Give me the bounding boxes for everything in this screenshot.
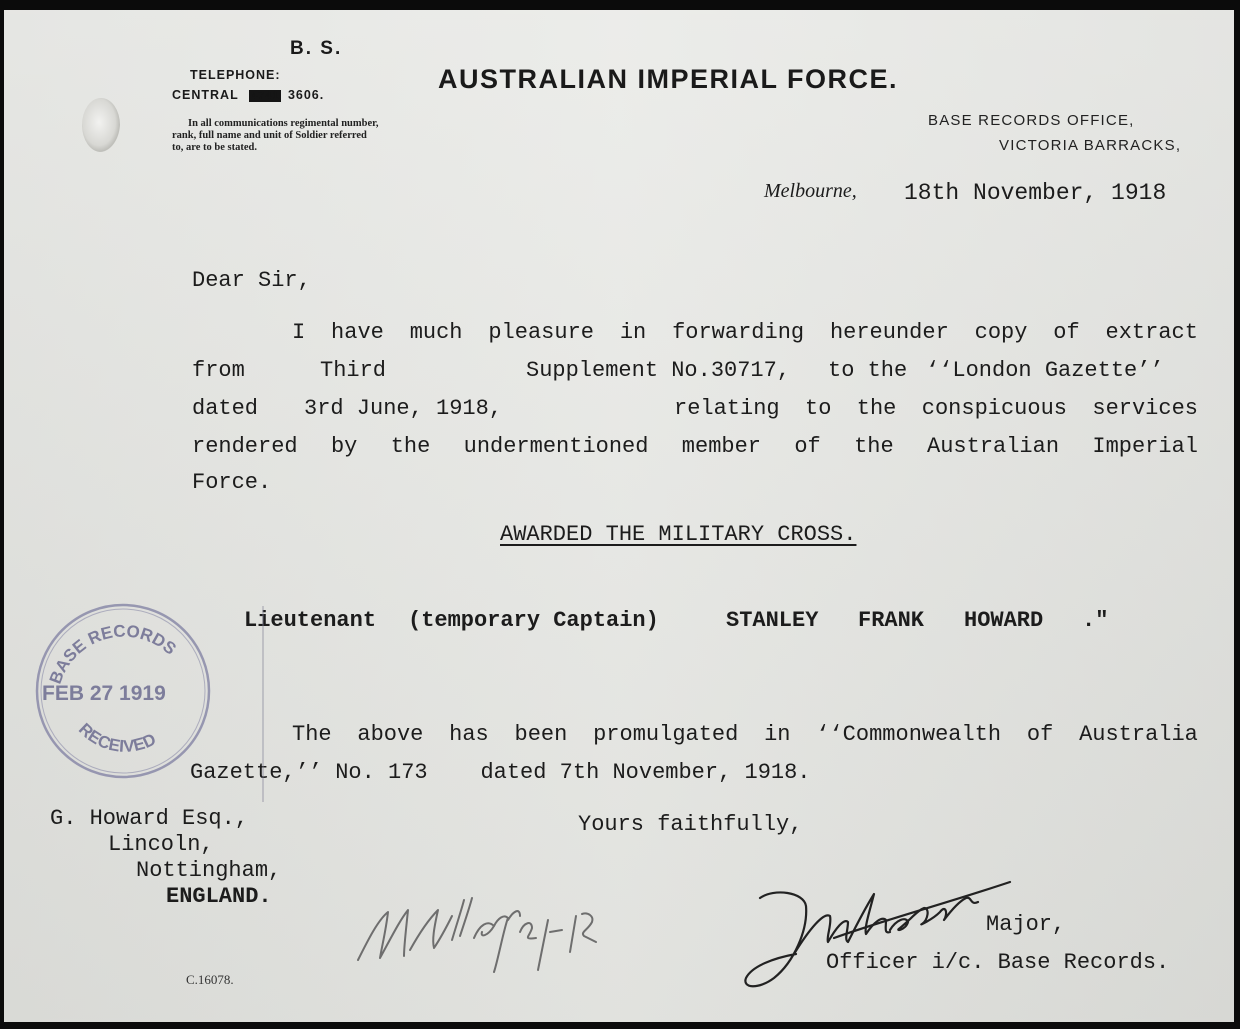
promulgated-line-1: The above has been promulgated in ‘‘Commonwealth of Australia [292,722,1198,747]
signature [734,858,1024,998]
bs-mark: B. S. [290,38,343,59]
stamp-top-text: BASE RECORDS [45,621,180,687]
form-number: C.16078. [186,972,234,987]
letterhead-title: AUSTRALIAN IMPERIAL FORCE. [438,64,899,94]
salutation: Dear Sir, [192,268,311,293]
address-line-2: Lincoln, [108,832,214,857]
redacted-number: 4741 [250,90,280,102]
central-phone [172,88,324,102]
recipient-line: Lieutenant (temporary Captain) STANLEY FRANK HOWARD ." [244,608,1109,633]
stamp-rule [262,606,264,802]
address-line-1: G. Howard Esq., [50,806,249,831]
promulgated-line-2: Gazette,’’ No. 173 dated 7th November, 1918. [190,760,811,785]
telephone-label: TELEPHONE: [190,68,281,82]
body-line-4: rendered by the undermentioned member of the Australian Imperial [192,434,1198,459]
address-line-3: Nottingham, [136,858,282,883]
body-line-2: from Third Supplement No.30717, to the ‘‘London Gazette’’ [192,358,1164,383]
signatory-rank: Major, [986,912,1066,937]
office-line-1: BASE RECORDS OFFICE, [928,112,1135,129]
phone-number: 3606. [287,88,325,102]
central-label: CENTRAL [172,88,239,102]
punch-hole [82,98,120,152]
svg-text:BASE RECORDS [46,621,180,686]
body-line-5: Force. [192,470,272,495]
letter-date: 18th November, 1918 [904,180,1167,206]
office-line-2: VICTORIA BARRACKS, [999,137,1182,154]
body-line-1: I have much pleasure in forwarding hereunder copy of extract [292,320,1198,345]
stamp-date: FEB 27 1919 [42,682,166,705]
body-line-3: dated 3rd June, 1918, relating to the conspicuous services [192,396,1198,421]
communication-instructions: In all communications regimental number, rank, full name and unit of Soldier referred to, are to be stated. [172,118,379,153]
letter-city: Melbourne, [764,180,857,202]
svg-text:RECEIVED [75,719,159,756]
closing: Yours faithfully, [578,812,803,837]
award-heading: AWARDED THE MILITARY CROSS. [500,522,857,547]
letter-sheet [4,10,1234,1022]
stamp-bottom-text: RECEIVED [74,719,159,756]
received-stamp [28,596,218,786]
address-line-4: ENGLAND. [166,884,272,909]
signatory-title: Officer i/c. Base Records. [826,950,1170,975]
pencil-initials [348,880,618,980]
